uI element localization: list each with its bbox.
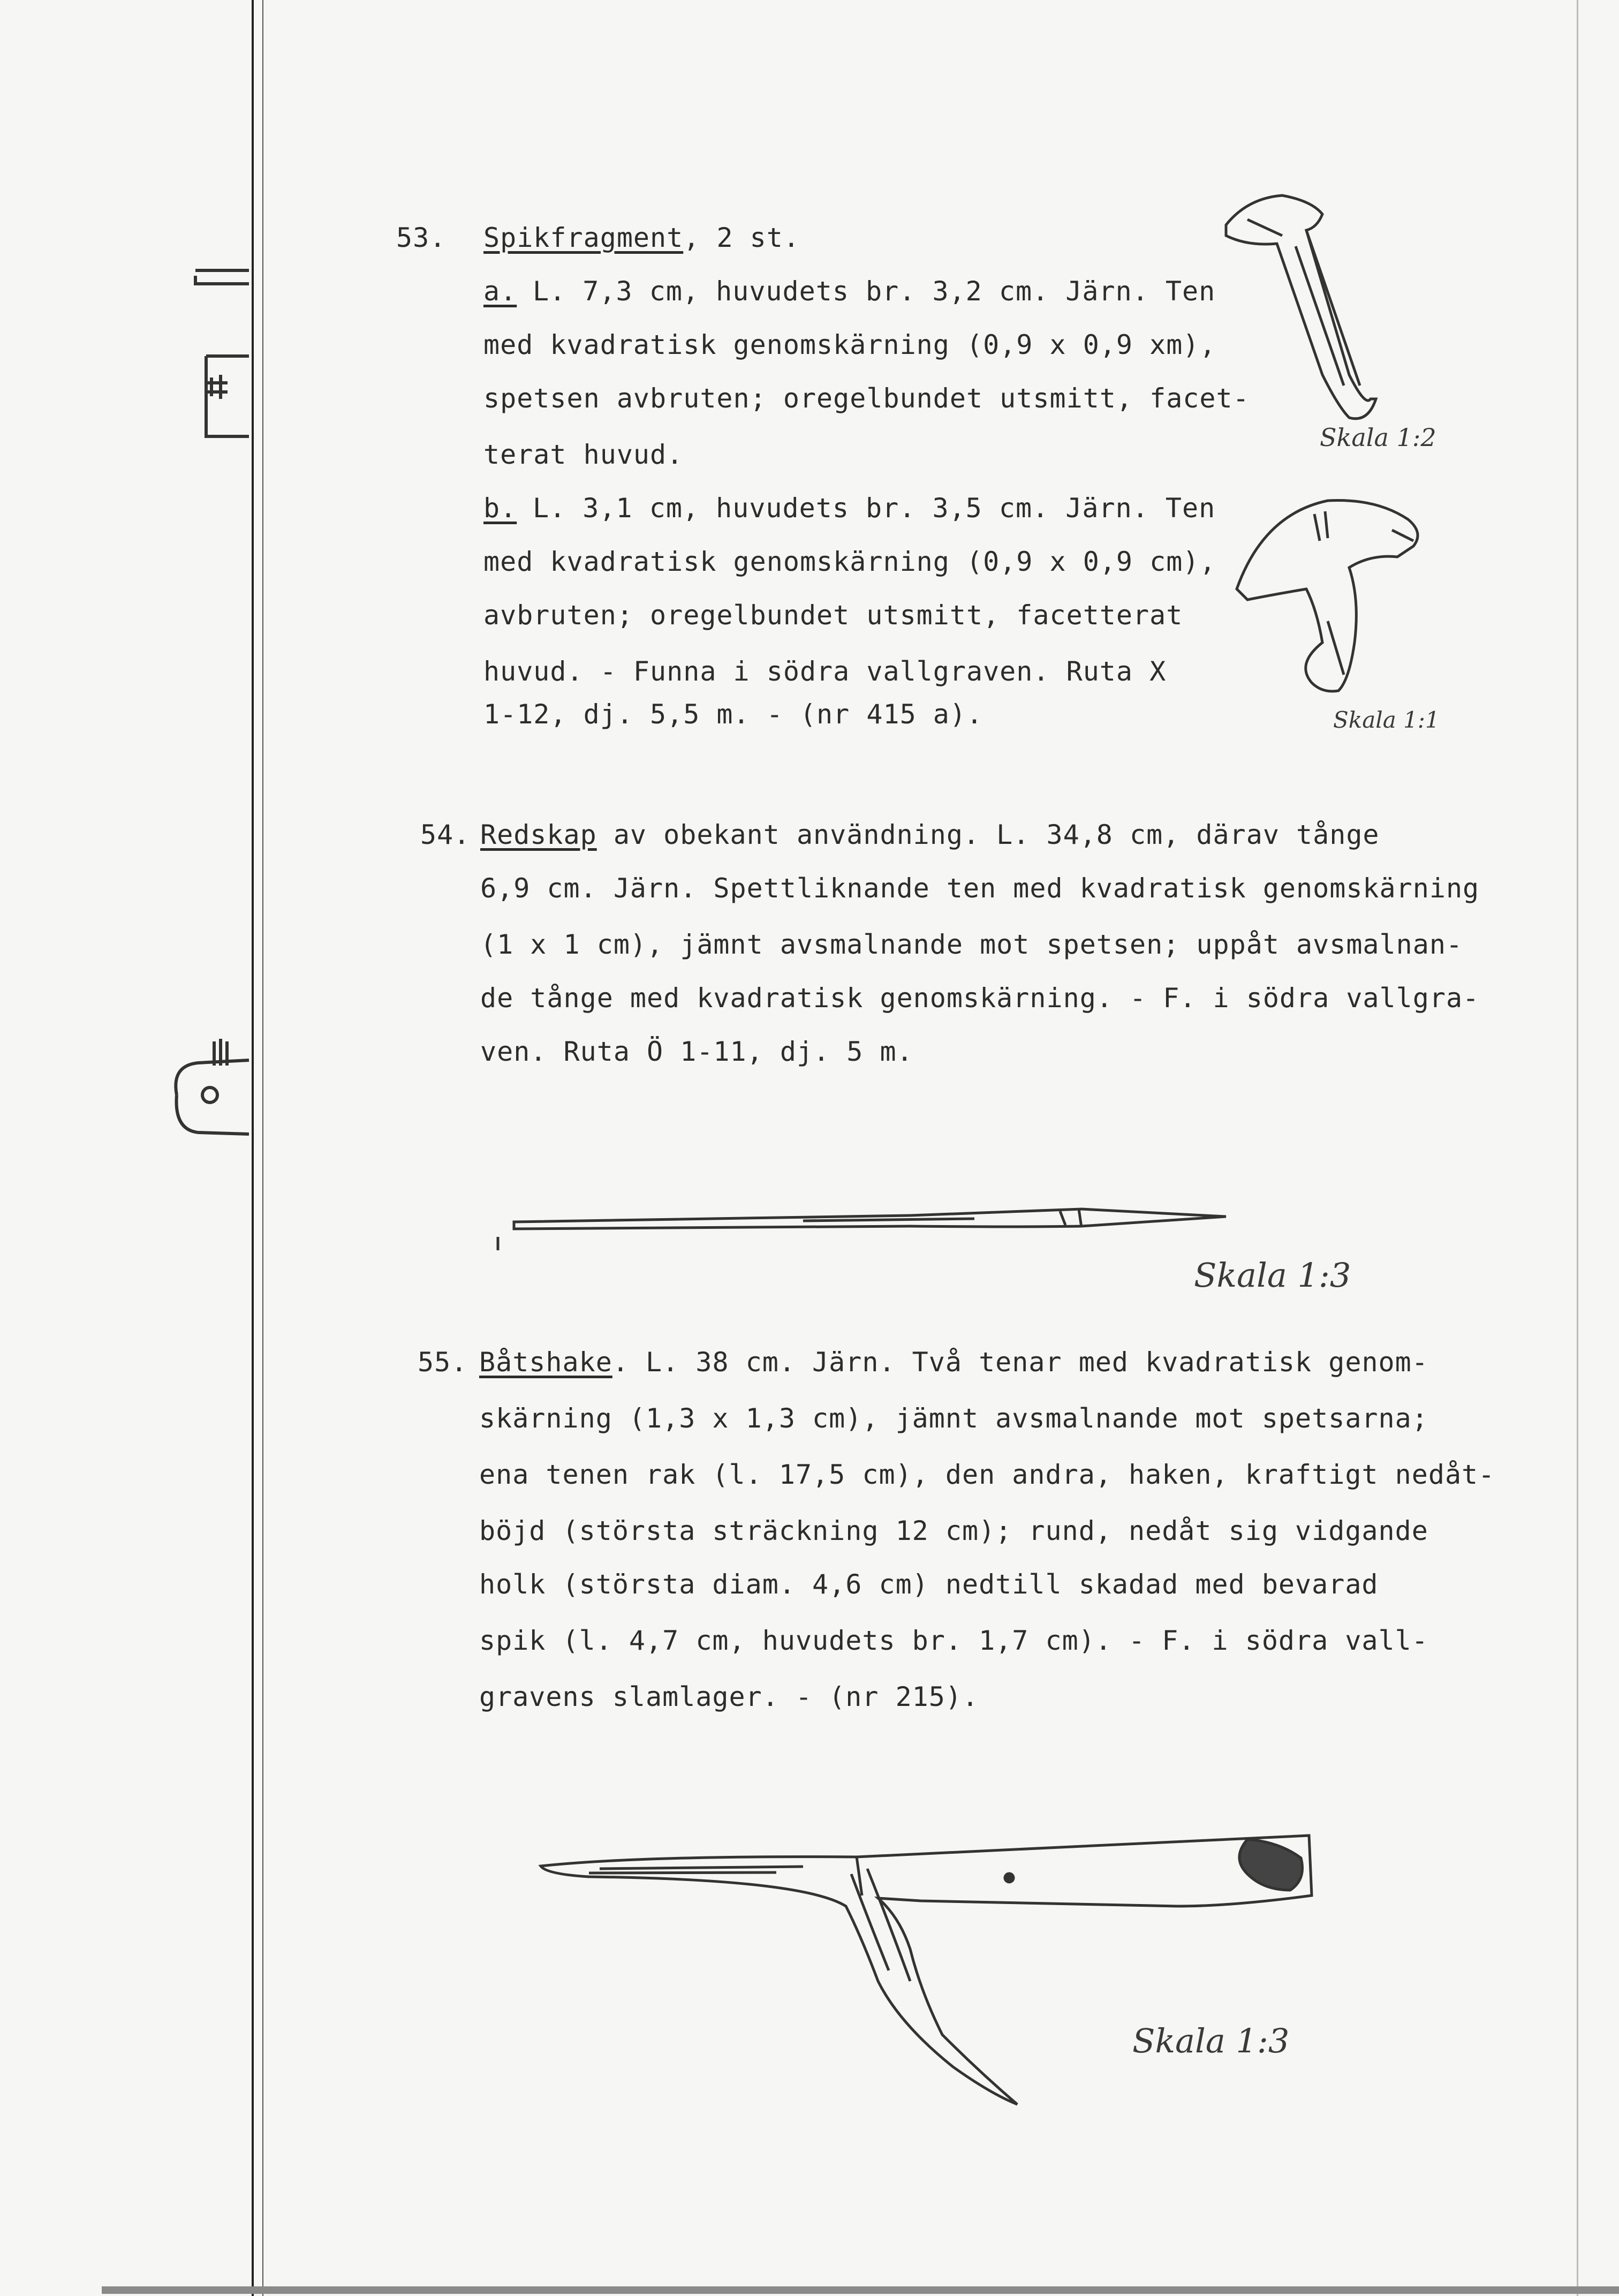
nail-fragment-drawing-icon xyxy=(1237,500,1418,691)
entry-54-line3: (1 x 1 cm), jämnt avsmalnande mot spetsen; uppåt avsmalnan- xyxy=(480,929,1463,960)
entry-53b-line5: 1-12, dj. 5,5 m. - (nr 415 a). xyxy=(483,699,983,730)
entry-55-scale: Skala 1:3 xyxy=(1132,2021,1290,2060)
entry-54-number: 54. xyxy=(420,819,471,850)
entry-55-line5: holk (största diam. 4,6 cm) nedtill skadad med bevarad xyxy=(479,1569,1379,1600)
entry-54-line5: ven. Ruta Ö 1-11, dj. 5 m. xyxy=(480,1036,913,1067)
entry-55-line1: . L. 38 cm. Järn. Två tenar med kvadratisk genom- xyxy=(612,1347,1428,1378)
entry-53-count: , 2 st. xyxy=(683,222,800,253)
entry-53a-line3: spetsen avbruten; oregelbundet utsmitt, facet- xyxy=(483,383,1250,414)
entry-53b-line2: med kvadratisk genomskärning (0,9 x 0,9 cm), xyxy=(483,546,1216,577)
entry-53b-line4: huvud. - Funna i södra vallgraven. Ruta X xyxy=(483,656,1167,687)
entry-54-line1: av obekant användning. L. 34,8 cm, därav tånge xyxy=(596,819,1380,850)
entry-53b-line3: avbruten; oregelbundet utsmitt, facetterat xyxy=(483,600,1183,631)
entry-55-title: Båtshake xyxy=(479,1347,612,1378)
entry-55-line4: böjd (största sträckning 12 cm); rund, nedåt sig vidgande xyxy=(479,1515,1428,1546)
entry-53-number: 53. xyxy=(396,222,447,253)
entry-53a-line1: L. 7,3 cm, huvudets br. 3,2 cm. Järn. Ten xyxy=(533,276,1216,307)
entry-53-title: Spikfragment xyxy=(483,222,684,253)
entry-53a-line2: med kvadratisk genomskärning (0,9 x 0,9 xm), xyxy=(483,329,1216,360)
entry-53a-line4: terat huvud. xyxy=(483,439,684,470)
entry-55-line7: gravens slamlager. - (nr 215). xyxy=(479,1681,979,1712)
nail-fragment-drawing-icon xyxy=(1226,195,1376,419)
entry-55-number: 55. xyxy=(418,1347,468,1378)
entry-54-scale: Skala 1:3 xyxy=(1194,1256,1351,1295)
boathook-drawing-icon xyxy=(541,1836,1312,2104)
entry-55-line2: skärning (1,3 x 1,3 cm), jämnt avsmalnande mot spetsarna; xyxy=(479,1403,1428,1434)
entry-53a-scale: Skala 1:2 xyxy=(1320,423,1436,452)
entry-53b-scale: Skala 1:1 xyxy=(1333,707,1440,733)
entry-54-title: Redskap xyxy=(480,819,597,850)
spike-tool-drawing-icon xyxy=(498,1209,1226,1250)
entry-54-line2: 6,9 cm. Järn. Spettliknande ten med kvadratisk genomskärning xyxy=(480,873,1480,904)
entry-53b-label: b. xyxy=(483,493,517,524)
entry-53b-line1: L. 3,1 cm, huvudets br. 3,5 cm. Järn. Ten xyxy=(533,493,1216,524)
entry-54-line4: de tånge med kvadratisk genomskärning. - F. i södra vallgra- xyxy=(480,983,1480,1014)
entry-55-line6: spik (l. 4,7 cm, huvudets br. 1,7 cm). - F. i södra vall- xyxy=(479,1625,1428,1656)
entry-55-line3: ena tenen rak (l. 17,5 cm), den andra, haken, kraftigt nedåt- xyxy=(479,1459,1495,1490)
entry-53a-label: a. xyxy=(483,276,517,307)
